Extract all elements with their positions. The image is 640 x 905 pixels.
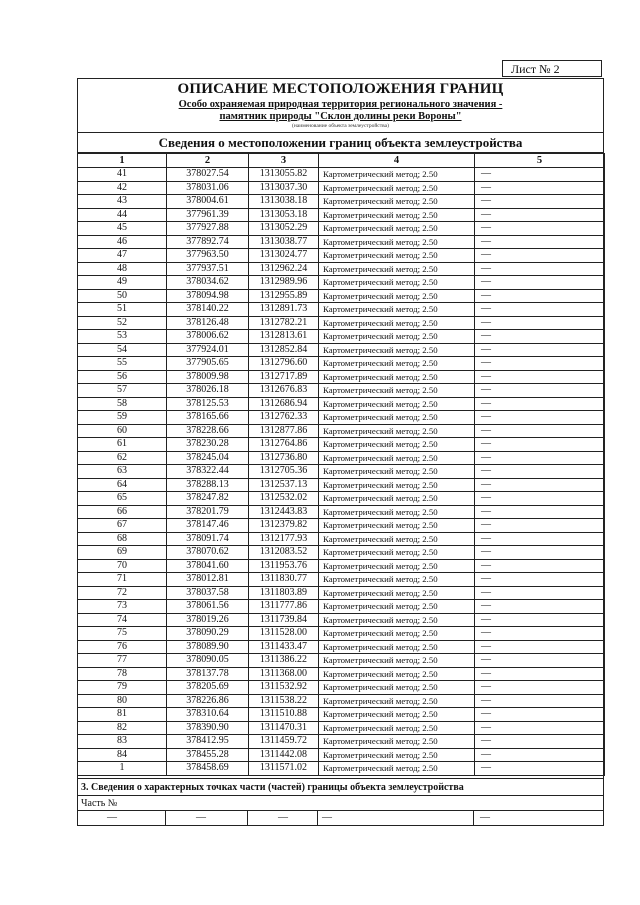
description-cell: — — [475, 249, 605, 263]
coordinate-x-cell: 378041.60 — [167, 559, 249, 573]
method-accuracy-cell: Картометрический метод; 2.50 — [319, 586, 475, 600]
method-accuracy-cell: Картометрический метод; 2.50 — [319, 640, 475, 654]
table-row — [78, 357, 605, 371]
coordinate-x-cell: 378228.66 — [167, 424, 249, 438]
object-subtitle-line2: памятник природы "Склон долины реки Вороны" — [219, 111, 462, 122]
method-accuracy-cell: Картометрический метод; 2.50 — [319, 735, 475, 749]
part-cell: — — [248, 811, 318, 826]
coordinate-y-cell: 1312537.13 — [249, 478, 319, 492]
coordinate-x-cell: 378090.05 — [167, 654, 249, 668]
method-accuracy-cell: Картометрический метод; 2.50 — [319, 208, 475, 222]
description-cell: — — [475, 654, 605, 668]
method-accuracy-cell: Картометрический метод; 2.50 — [319, 681, 475, 695]
coordinate-y-cell: 1312813.61 — [249, 330, 319, 344]
point-number-cell: 84 — [78, 748, 167, 762]
point-number-cell: 41 — [78, 168, 167, 182]
point-number-cell: 60 — [78, 424, 167, 438]
description-cell: — — [475, 762, 605, 776]
coordinate-x-cell: 378019.26 — [167, 613, 249, 627]
table-row — [78, 397, 605, 411]
coordinate-x-cell: 378137.78 — [167, 667, 249, 681]
sheet-number: Лист № 2 — [502, 60, 602, 77]
coordinate-x-cell: 378458.69 — [167, 762, 249, 776]
description-cell: — — [475, 735, 605, 749]
table-row — [78, 640, 605, 654]
method-accuracy-cell: Картометрический метод; 2.50 — [319, 721, 475, 735]
coordinate-y-cell: 1312877.86 — [249, 424, 319, 438]
coordinate-y-cell: 1313055.82 — [249, 168, 319, 182]
table-row — [78, 438, 605, 452]
coordinate-x-cell: 377892.74 — [167, 235, 249, 249]
table-row — [78, 694, 605, 708]
coordinate-x-cell: 378390.90 — [167, 721, 249, 735]
coordinate-y-cell: 1312736.80 — [249, 451, 319, 465]
point-number-cell: 76 — [78, 640, 167, 654]
method-accuracy-cell: Картометрический метод; 2.50 — [319, 303, 475, 317]
coordinate-y-cell: 1312989.96 — [249, 276, 319, 290]
column-header: 4 — [319, 154, 475, 168]
point-number-cell: 81 — [78, 708, 167, 722]
description-cell: — — [475, 181, 605, 195]
description-cell: — — [475, 694, 605, 708]
coordinate-x-cell: 378126.48 — [167, 316, 249, 330]
coordinate-y-cell: 1311538.22 — [249, 694, 319, 708]
point-number-cell: 80 — [78, 694, 167, 708]
column-header: 5 — [475, 154, 605, 168]
description-cell: — — [475, 613, 605, 627]
table-row — [78, 586, 605, 600]
coordinate-y-cell: 1311433.47 — [249, 640, 319, 654]
coordinate-y-cell: 1312891.73 — [249, 303, 319, 317]
point-number-cell: 73 — [78, 600, 167, 614]
table-row — [78, 411, 605, 425]
method-accuracy-cell: Картометрический метод; 2.50 — [319, 694, 475, 708]
coordinate-x-cell: 378205.69 — [167, 681, 249, 695]
table-row — [78, 451, 605, 465]
part-cell: — — [166, 811, 248, 826]
coordinate-x-cell: 378201.79 — [167, 505, 249, 519]
document-title: ОПИСАНИЕ МЕСТОПОЛОЖЕНИЯ ГРАНИЦ — [177, 81, 504, 97]
table-row — [78, 735, 605, 749]
coordinate-x-cell: 377905.65 — [167, 357, 249, 371]
description-cell: — — [475, 492, 605, 506]
coordinate-x-cell: 378004.61 — [167, 195, 249, 209]
method-accuracy-cell: Картометрический метод; 2.50 — [319, 289, 475, 303]
table-row — [78, 208, 605, 222]
coordinate-x-cell: 378412.95 — [167, 735, 249, 749]
coordinate-x-cell: 378006.62 — [167, 330, 249, 344]
coordinate-y-cell: 1311528.00 — [249, 627, 319, 641]
coordinate-x-cell: 378147.46 — [167, 519, 249, 533]
coordinate-x-cell: 378090.29 — [167, 627, 249, 641]
table-row — [78, 492, 605, 506]
description-cell: — — [475, 708, 605, 722]
section3-title: 3. Сведения о характерных точках части (частей) границы объекта землеустройства — [77, 778, 604, 796]
table-row — [78, 667, 605, 681]
description-cell: — — [475, 303, 605, 317]
table-row — [78, 249, 605, 263]
table-row — [78, 289, 605, 303]
table-row — [78, 627, 605, 641]
description-cell: — — [475, 438, 605, 452]
coordinate-y-cell: 1313053.18 — [249, 208, 319, 222]
method-accuracy-cell: Картометрический метод; 2.50 — [319, 316, 475, 330]
method-accuracy-cell: Картометрический метод; 2.50 — [319, 546, 475, 560]
method-accuracy-cell: Картометрический метод; 2.50 — [319, 600, 475, 614]
coordinate-y-cell: 1311510.88 — [249, 708, 319, 722]
table-row — [78, 181, 605, 195]
coordinate-y-cell: 1311442.08 — [249, 748, 319, 762]
method-accuracy-cell: Картометрический метод; 2.50 — [319, 424, 475, 438]
method-accuracy-cell: Картометрический метод; 2.50 — [319, 654, 475, 668]
table-row — [78, 168, 605, 182]
method-accuracy-cell: Картометрический метод; 2.50 — [319, 478, 475, 492]
table-row — [78, 316, 605, 330]
coordinate-x-cell: 378070.62 — [167, 546, 249, 560]
description-cell: — — [475, 289, 605, 303]
table-row — [78, 330, 605, 344]
description-cell: — — [475, 195, 605, 209]
method-accuracy-cell: Картометрический метод; 2.50 — [319, 438, 475, 452]
description-cell: — — [475, 681, 605, 695]
description-cell: — — [475, 600, 605, 614]
table-body — [78, 168, 605, 776]
coordinate-y-cell: 1313024.77 — [249, 249, 319, 263]
part-cell: — — [318, 811, 474, 826]
coordinate-x-cell: 378245.04 — [167, 451, 249, 465]
object-subtitle-line1: Особо охраняемая природная территория регионального значения - — [178, 99, 503, 110]
coordinate-y-cell: 1311470.31 — [249, 721, 319, 735]
coordinate-y-cell: 1312796.60 — [249, 357, 319, 371]
point-number-cell: 65 — [78, 492, 167, 506]
coordinate-y-cell: 1312177.93 — [249, 532, 319, 546]
description-cell: — — [475, 519, 605, 533]
method-accuracy-cell: Картометрический метод; 2.50 — [319, 343, 475, 357]
description-cell: — — [475, 748, 605, 762]
coordinate-x-cell: 378089.90 — [167, 640, 249, 654]
method-accuracy-cell: Картометрический метод; 2.50 — [319, 492, 475, 506]
description-cell: — — [475, 532, 605, 546]
coordinate-y-cell: 1312532.02 — [249, 492, 319, 506]
table-row — [78, 708, 605, 722]
point-number-cell: 79 — [78, 681, 167, 695]
method-accuracy-cell: Картометрический метод; 2.50 — [319, 181, 475, 195]
description-cell: — — [475, 546, 605, 560]
point-number-cell: 50 — [78, 289, 167, 303]
table-row — [78, 559, 605, 573]
point-number-cell: 61 — [78, 438, 167, 452]
coordinate-y-cell: 1312762.33 — [249, 411, 319, 425]
point-number-cell: 69 — [78, 546, 167, 560]
coordinate-y-cell: 1312083.52 — [249, 546, 319, 560]
table-row — [78, 505, 605, 519]
coordinate-x-cell: 377961.39 — [167, 208, 249, 222]
column-header: 1 — [78, 154, 167, 168]
description-cell: — — [475, 559, 605, 573]
coordinates-table — [77, 153, 605, 776]
description-cell: — — [475, 357, 605, 371]
method-accuracy-cell: Картометрический метод; 2.50 — [319, 222, 475, 236]
coordinate-y-cell: 1313038.18 — [249, 195, 319, 209]
point-number-cell: 56 — [78, 370, 167, 384]
point-number-cell: 59 — [78, 411, 167, 425]
point-number-cell: 46 — [78, 235, 167, 249]
point-number-cell: 47 — [78, 249, 167, 263]
description-cell: — — [475, 208, 605, 222]
method-accuracy-cell: Картометрический метод; 2.50 — [319, 667, 475, 681]
table-row — [78, 654, 605, 668]
method-accuracy-cell: Картометрический метод; 2.50 — [319, 613, 475, 627]
method-accuracy-cell: Картометрический метод; 2.50 — [319, 262, 475, 276]
part-cell: — — [77, 811, 166, 826]
point-number-cell: 77 — [78, 654, 167, 668]
description-cell: — — [475, 343, 605, 357]
coordinate-y-cell: 1313038.77 — [249, 235, 319, 249]
method-accuracy-cell: Картометрический метод; 2.50 — [319, 451, 475, 465]
description-cell: — — [475, 465, 605, 479]
point-number-cell: 66 — [78, 505, 167, 519]
coordinate-x-cell: 378125.53 — [167, 397, 249, 411]
method-accuracy-cell: Картометрический метод; 2.50 — [319, 330, 475, 344]
coordinate-y-cell: 1311953.76 — [249, 559, 319, 573]
coordinate-x-cell: 378091.74 — [167, 532, 249, 546]
coordinate-x-cell: 378027.54 — [167, 168, 249, 182]
description-cell: — — [475, 424, 605, 438]
coordinate-y-cell: 1311571.02 — [249, 762, 319, 776]
description-cell: — — [475, 667, 605, 681]
description-cell: — — [475, 262, 605, 276]
coordinate-y-cell: 1311739.84 — [249, 613, 319, 627]
point-number-cell: 78 — [78, 667, 167, 681]
method-accuracy-cell: Картометрический метод; 2.50 — [319, 249, 475, 263]
point-number-cell: 45 — [78, 222, 167, 236]
coordinate-x-cell: 378061.56 — [167, 600, 249, 614]
table-row — [78, 613, 605, 627]
method-accuracy-cell: Картометрический метод; 2.50 — [319, 370, 475, 384]
coordinate-y-cell: 1311459.72 — [249, 735, 319, 749]
description-cell: — — [475, 627, 605, 641]
point-number-cell: 71 — [78, 573, 167, 587]
coordinate-x-cell: 378034.62 — [167, 276, 249, 290]
coordinate-x-cell: 378310.64 — [167, 708, 249, 722]
coordinate-y-cell: 1312443.83 — [249, 505, 319, 519]
point-number-cell: 43 — [78, 195, 167, 209]
coordinate-x-cell: 378140.22 — [167, 303, 249, 317]
description-cell: — — [475, 505, 605, 519]
coordinate-x-cell: 378322.44 — [167, 465, 249, 479]
section-title: Сведения о местоположении границ объекта землеустройства — [77, 132, 604, 153]
table-row — [78, 573, 605, 587]
point-number-cell: 62 — [78, 451, 167, 465]
coordinate-y-cell: 1311386.22 — [249, 654, 319, 668]
table-row — [78, 384, 605, 398]
point-number-cell: 64 — [78, 478, 167, 492]
coordinate-x-cell: 378031.06 — [167, 181, 249, 195]
description-cell: — — [475, 316, 605, 330]
table-row — [78, 681, 605, 695]
point-number-cell: 74 — [78, 613, 167, 627]
description-cell: — — [475, 640, 605, 654]
description-cell: — — [475, 478, 605, 492]
table-row — [78, 195, 605, 209]
coordinate-x-cell: 377927.88 — [167, 222, 249, 236]
table-row — [78, 276, 605, 290]
coordinate-x-cell: 378247.82 — [167, 492, 249, 506]
table-row — [78, 370, 605, 384]
description-cell: — — [475, 384, 605, 398]
method-accuracy-cell: Картометрический метод; 2.50 — [319, 168, 475, 182]
coordinate-x-cell: 378026.18 — [167, 384, 249, 398]
table-row — [78, 721, 605, 735]
table-header-row — [78, 154, 605, 168]
coordinate-y-cell: 1312764.86 — [249, 438, 319, 452]
coordinate-x-cell: 378009.98 — [167, 370, 249, 384]
point-number-cell: 58 — [78, 397, 167, 411]
coordinate-x-cell: 378230.28 — [167, 438, 249, 452]
point-number-cell: 67 — [78, 519, 167, 533]
coordinate-y-cell: 1312962.24 — [249, 262, 319, 276]
point-number-cell: 75 — [78, 627, 167, 641]
method-accuracy-cell: Картометрический метод; 2.50 — [319, 519, 475, 533]
coordinate-y-cell: 1312686.94 — [249, 397, 319, 411]
coordinate-y-cell: 1313037.30 — [249, 181, 319, 195]
table-row — [78, 532, 605, 546]
method-accuracy-cell: Картометрический метод; 2.50 — [319, 357, 475, 371]
method-accuracy-cell: Картометрический метод; 2.50 — [319, 411, 475, 425]
point-number-cell: 48 — [78, 262, 167, 276]
description-cell: — — [475, 397, 605, 411]
table-row — [78, 235, 605, 249]
table-row — [78, 762, 605, 776]
method-accuracy-cell: Картометрический метод; 2.50 — [319, 235, 475, 249]
method-accuracy-cell: Картометрический метод; 2.50 — [319, 627, 475, 641]
method-accuracy-cell: Картометрический метод; 2.50 — [319, 532, 475, 546]
method-accuracy-cell: Картометрический метод; 2.50 — [319, 195, 475, 209]
table-row — [78, 343, 605, 357]
coordinate-y-cell: 1311368.00 — [249, 667, 319, 681]
description-cell: — — [475, 586, 605, 600]
point-number-cell: 53 — [78, 330, 167, 344]
point-number-cell: 68 — [78, 532, 167, 546]
table-row — [78, 600, 605, 614]
coordinate-y-cell: 1312705.36 — [249, 465, 319, 479]
coordinate-y-cell: 1312852.84 — [249, 343, 319, 357]
description-cell: — — [475, 330, 605, 344]
table-row — [78, 748, 605, 762]
table-row — [78, 519, 605, 533]
column-header: 2 — [167, 154, 249, 168]
column-header: 3 — [249, 154, 319, 168]
point-number-cell: 70 — [78, 559, 167, 573]
table-row — [78, 222, 605, 236]
coordinate-x-cell: 377924.01 — [167, 343, 249, 357]
description-cell: — — [475, 370, 605, 384]
method-accuracy-cell: Картометрический метод; 2.50 — [319, 708, 475, 722]
coordinate-y-cell: 1312379.82 — [249, 519, 319, 533]
description-cell: — — [475, 721, 605, 735]
coordinate-y-cell: 1312676.83 — [249, 384, 319, 398]
point-number-cell: 54 — [78, 343, 167, 357]
point-number-cell: 55 — [78, 357, 167, 371]
point-number-cell: 72 — [78, 586, 167, 600]
description-cell: — — [475, 276, 605, 290]
description-cell: — — [475, 222, 605, 236]
point-number-cell: 42 — [78, 181, 167, 195]
point-number-cell: 57 — [78, 384, 167, 398]
method-accuracy-cell: Картометрический метод; 2.50 — [319, 573, 475, 587]
description-cell: — — [475, 573, 605, 587]
coordinate-y-cell: 1311532.92 — [249, 681, 319, 695]
part-cell: — — [480, 812, 490, 823]
coordinate-x-cell: 378455.28 — [167, 748, 249, 762]
coordinate-y-cell: 1312782.21 — [249, 316, 319, 330]
part-number-label: Часть № — [77, 796, 604, 811]
coordinate-x-cell: 377963.50 — [167, 249, 249, 263]
method-accuracy-cell: Картометрический метод; 2.50 — [319, 276, 475, 290]
coordinate-x-cell: 377937.51 — [167, 262, 249, 276]
point-number-cell: 52 — [78, 316, 167, 330]
coordinate-x-cell: 378037.58 — [167, 586, 249, 600]
table-row — [78, 262, 605, 276]
coordinate-y-cell: 1313052.29 — [249, 222, 319, 236]
coordinate-y-cell: 1312955.89 — [249, 289, 319, 303]
table-row — [78, 546, 605, 560]
point-number-cell: 1 — [78, 762, 167, 776]
description-cell: — — [475, 411, 605, 425]
table-row — [78, 424, 605, 438]
description-cell: — — [475, 451, 605, 465]
point-number-cell: 82 — [78, 721, 167, 735]
coordinate-y-cell: 1312717.89 — [249, 370, 319, 384]
point-number-cell: 49 — [78, 276, 167, 290]
point-number-cell: 51 — [78, 303, 167, 317]
method-accuracy-cell: Картометрический метод; 2.50 — [319, 748, 475, 762]
point-number-cell: 83 — [78, 735, 167, 749]
table-row — [78, 478, 605, 492]
coordinate-y-cell: 1311777.86 — [249, 600, 319, 614]
method-accuracy-cell: Картометрический метод; 2.50 — [319, 397, 475, 411]
coordinate-y-cell: 1311803.89 — [249, 586, 319, 600]
part-points-row — [77, 811, 604, 826]
point-number-cell: 44 — [78, 208, 167, 222]
coordinate-x-cell: 378094.98 — [167, 289, 249, 303]
method-accuracy-cell: Картометрический метод; 2.50 — [319, 465, 475, 479]
coordinate-x-cell: 378165.66 — [167, 411, 249, 425]
table-row — [78, 465, 605, 479]
coordinate-x-cell: 378226.86 — [167, 694, 249, 708]
coordinate-x-cell: 378288.13 — [167, 478, 249, 492]
coordinate-y-cell: 1311830.77 — [249, 573, 319, 587]
description-cell: — — [475, 168, 605, 182]
method-accuracy-cell: Картометрический метод; 2.50 — [319, 559, 475, 573]
description-cell: — — [475, 235, 605, 249]
method-accuracy-cell: Картометрический метод; 2.50 — [319, 384, 475, 398]
point-number-cell: 63 — [78, 465, 167, 479]
method-accuracy-cell: Картометрический метод; 2.50 — [319, 762, 475, 776]
subtitle-note: (наименование объекта землеустройства) — [292, 123, 389, 129]
coordinate-x-cell: 378012.81 — [167, 573, 249, 587]
table-row — [78, 303, 605, 317]
method-accuracy-cell: Картометрический метод; 2.50 — [319, 505, 475, 519]
